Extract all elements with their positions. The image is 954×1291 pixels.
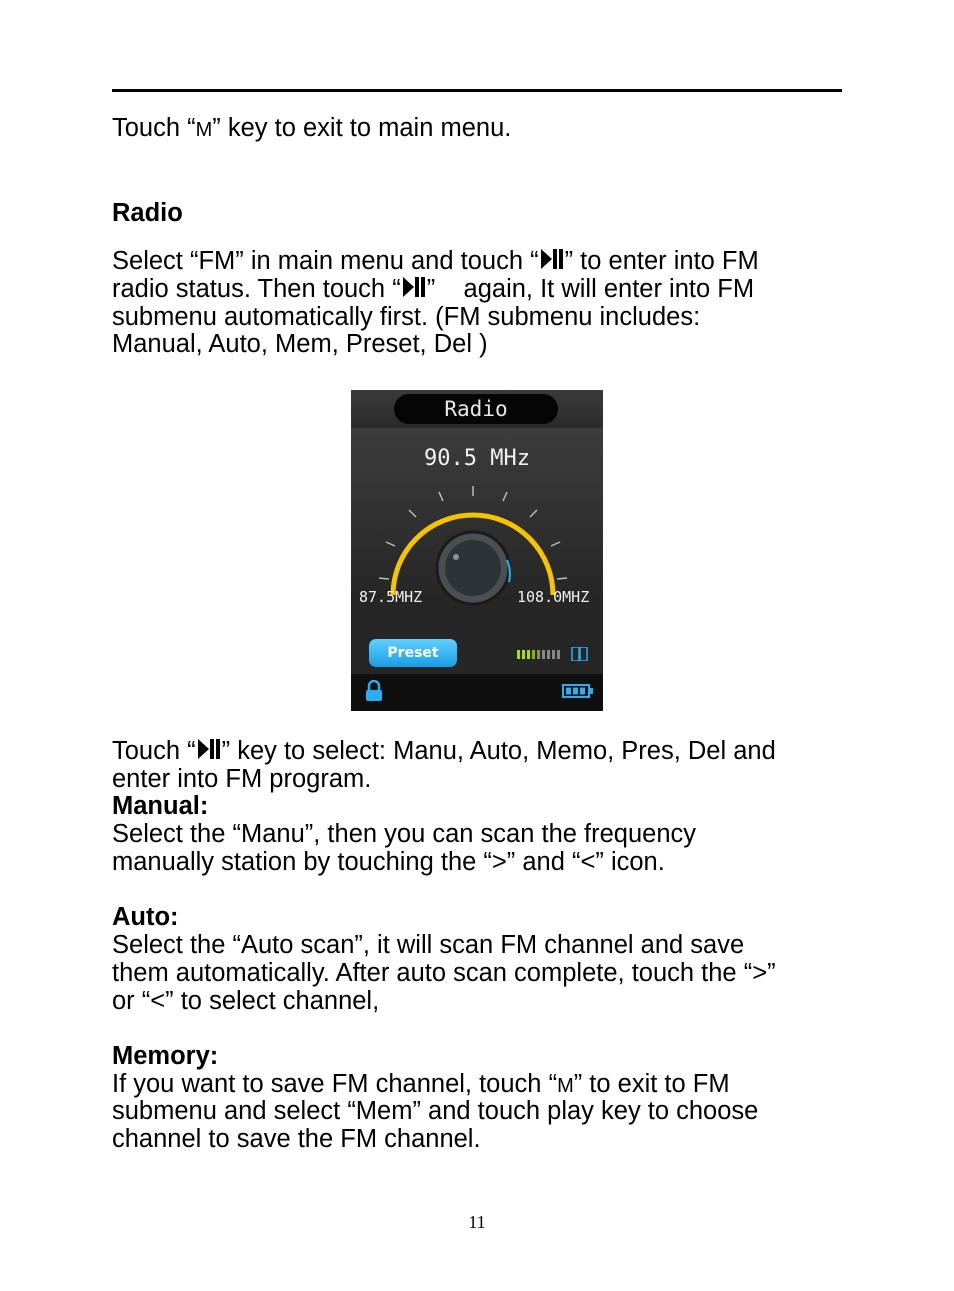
dial-knob-inner [445,540,501,596]
max-frequency: 108.0MHZ [517,588,590,606]
screen-status-bar [351,674,603,711]
auto-line-1: Select the “Auto scan”, it will scan FM channel and save [112,931,745,959]
signal-strength-icon [517,647,589,661]
radio-paragraph-line-4: Manual, Auto, Mem, Preset, Del ) [112,330,488,358]
radio-paragraph-line-3: submenu automatically first. (FM submenu includes: [112,303,701,331]
lock-icon [365,680,383,702]
auto-line-3: or “<” to select channel, [112,987,380,1015]
radio-paragraph-line-1: Select “FM” in main menu and touch “ ” to enter into FM [112,247,759,275]
play-pause-icon [197,738,221,760]
select-line-1: Touch “ ” key to select: Manu, Auto, Memo, Pres, Del and [112,737,776,765]
manual-heading: Manual: [112,792,209,820]
auto-line-2: them automatically. After auto scan complete, touch the “>” [112,959,776,987]
manual-line-2: manually station by touching the “>” and “<” icon. [112,848,665,876]
screen-title: Radio [394,394,558,424]
auto-heading: Auto: [112,903,179,931]
header-rule [112,89,842,92]
m-key-glyph: M [557,1075,574,1097]
tuning-dial [351,480,603,630]
screen-frequency: 90.5 MHz [424,446,530,471]
memory-line-1: If you want to save FM channel, touch “M” to exit to FM [112,1070,730,1098]
radio-screen-image [351,390,603,711]
dial-knob-marker [453,554,459,560]
memory-heading: Memory: [112,1042,219,1070]
radio-paragraph-line-2: radio status. Then touch “ ” again, It will enter into FM [112,275,755,303]
radio-heading: Radio [112,199,183,227]
preset-button[interactable]: Preset [369,639,457,667]
memory-line-2: submenu and select “Mem” and touch play key to choose [112,1097,759,1125]
m-key-glyph: M [195,119,213,141]
play-pause-icon [402,276,426,298]
min-frequency: 87.5MHZ [359,588,423,606]
intro-line: Touch “M” key to exit to main menu. [112,114,512,142]
select-line-2: enter into FM program. [112,765,372,793]
page-number: 11 [468,1212,486,1232]
play-pause-icon [540,248,564,270]
screen-title-bar [351,390,603,428]
battery-icon [562,684,594,698]
manual-line-1: Select the “Manu”, then you can scan the frequency [112,820,697,848]
memory-line-3: channel to save the FM channel. [112,1125,481,1153]
